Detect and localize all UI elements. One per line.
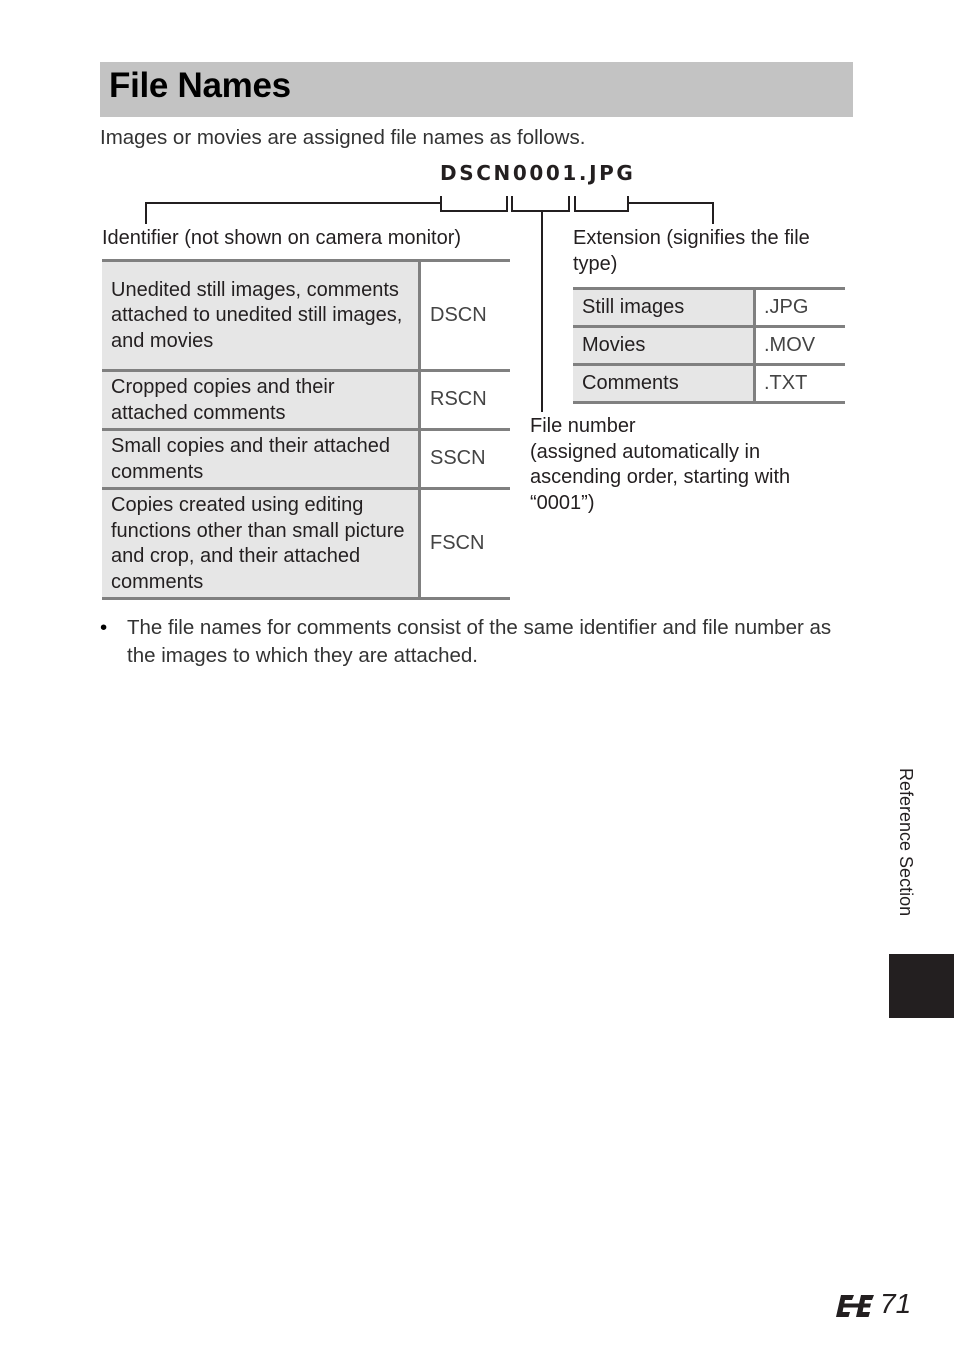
side-tab-text: Reference Section [896,768,916,917]
page-number-value: 71 [880,1288,912,1319]
note-text: The file names for comments consist of the same identifier and file number as the images to which they are attached. [127,616,832,667]
extension-value: .TXT [755,365,846,403]
e-reference-icon [836,1293,878,1319]
extension-value: .MOV [755,327,846,365]
identifier-table [102,259,510,600]
extension-type: Comments [573,365,755,403]
identifier-desc: Unedited still images, comments attached to unedited still images, and movies [102,261,420,371]
table-row [573,327,845,365]
table-row [102,261,510,371]
extension-type: Movies [573,327,755,365]
example-filename: DSCN0001.JPG [440,161,636,185]
identifier-desc: Copies created using editing functions other than small picture and crop, and their attached comments [102,489,420,599]
intro-text: Images or movies are assigned file names as follows. [100,126,586,149]
bullet-icon: • [100,616,108,639]
extension-type: Still images [573,289,755,327]
extension-label: Extension (signifies the file type) [573,227,810,275]
side-tab-marker [889,954,954,1018]
identifier-label: Identifier (not shown on camera monitor) [102,227,462,249]
identifier-code: SSCN [420,430,511,489]
extension-table [573,287,845,404]
identifier-code: DSCN [420,261,511,371]
file-number-desc: (assigned automatically in ascending order, starting with “0001”) [530,440,791,514]
title-bar [100,62,853,117]
file-number-label [530,414,830,516]
extension-value: .JPG [755,289,846,327]
table-row [573,289,845,327]
table-row [573,365,845,403]
table-row [102,371,510,430]
side-tab-label [875,768,935,938]
identifier-code: RSCN [420,371,511,430]
identifier-desc: Cropped copies and their attached comments [102,371,420,430]
table-row [102,489,510,599]
page-title: File Names [109,66,291,105]
identifier-desc: Small copies and their attached comments [102,430,420,489]
file-number-title: File number [530,415,636,437]
identifier-code: FSCN [420,489,511,599]
table-row [102,430,510,489]
